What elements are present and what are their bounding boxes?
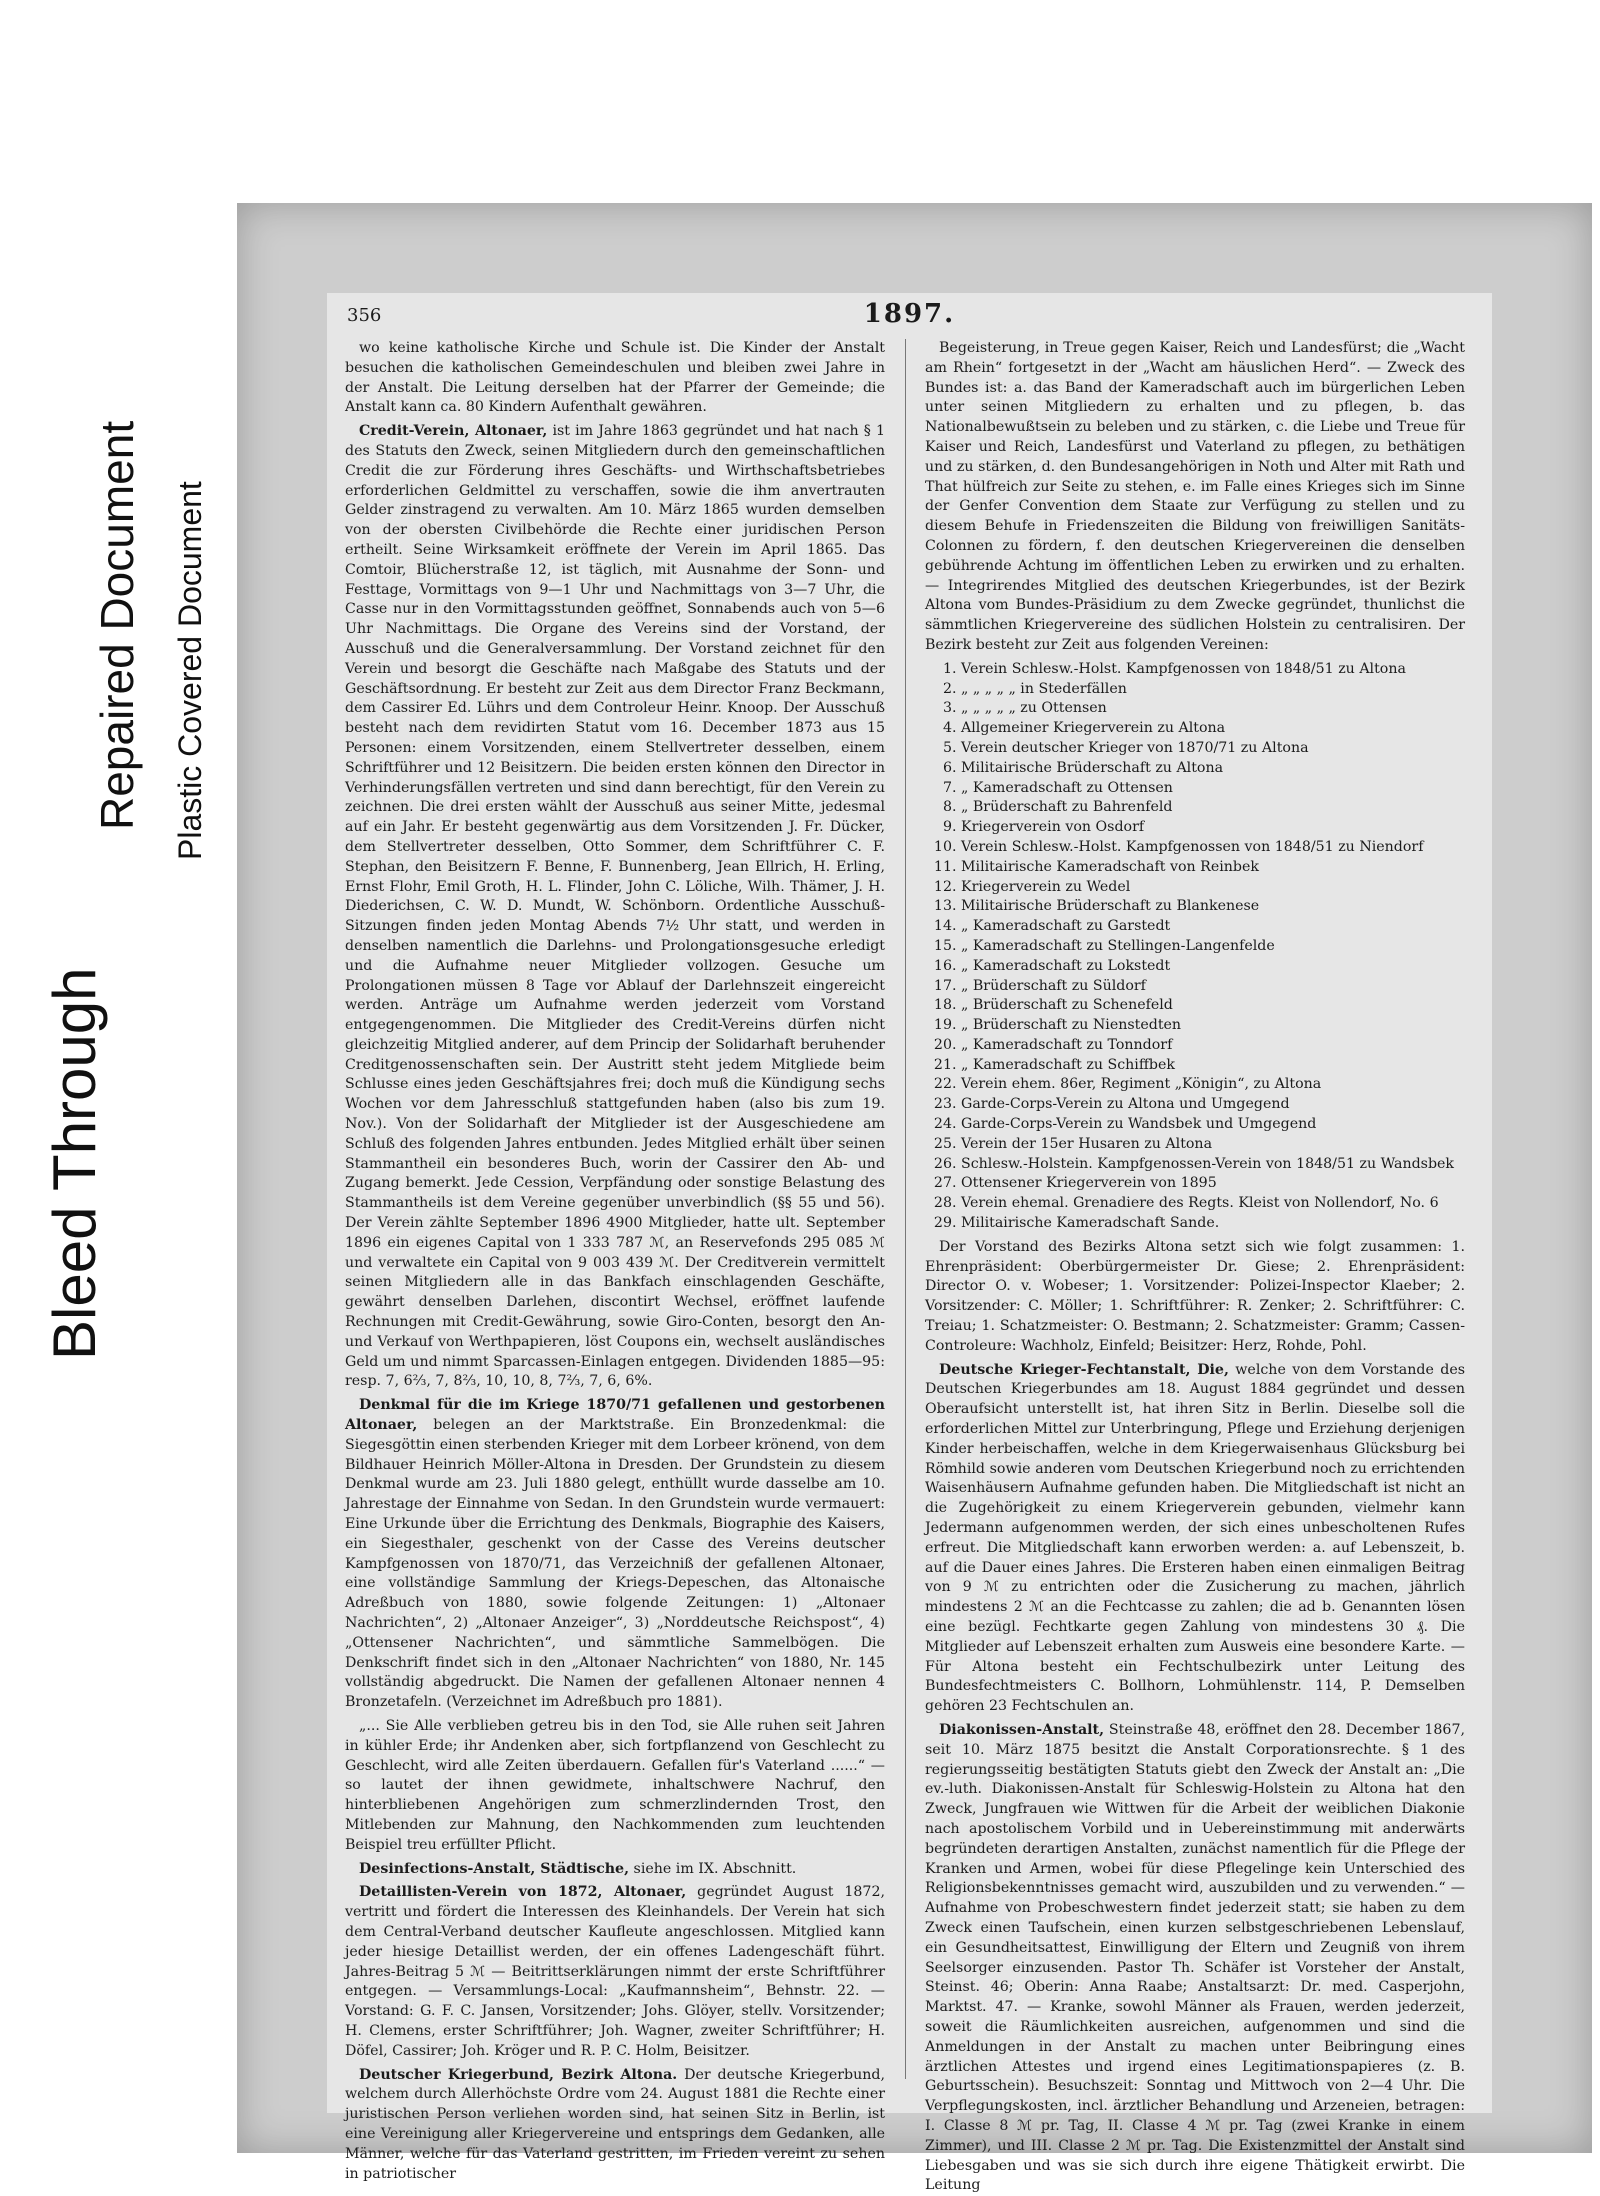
desinfections-entry	[345, 1860, 885, 1880]
fechtanstalt-text: welche von dem Vorstande des Deutschen Kriegerbundes am 18. August 1884 gegründet und dessen Oberaufsicht unterstellt ist, hat ihren Sitz in Berlin. Dieselbe soll die erforderlichen Mittel zur Unterbringung, Pflege und Erziehung derjenigen Kinder herbeischaffen, welche in dem Kriegerwaisenhaus Glücksburg bei Römhild sowie anderen vom Deutschen Kriegerbund noch zu errichtenden Waisenhäusern Aufnahme gefunden haben. Die Mitgliedschaft ist nicht an die Zugehörigkeit zu einem Kriegerverein gebunden, vielmehr kann Jedermann aufgenommen werden, der sich eines unbescholtenen Rufes erfreut. Die Mitgliedschaft kann erworben werden: a. auf Lebenszeit, b. auf die Dauer eines Jahres. Die Ersteren haben einen einmaligen Beitrag von 9 ℳ zu entrichten oder die Zusicherung zu machen, jährlich mindestens 2 ℳ an die Fechtcasse zu zahlen; die ad b. Genannten lösen eine bezügl. Fechtkarte gegen Zahlung von mindestens 30 ₰. Die Mitglieder auf Lebenszeit erhalten zum Ausweis eine besondere Karte. — Für Altona besteht ein Fechtschulbezirk unter Leitung des Bundesfechtmeisters C. Bollhorn, Lohmühlenstr. 114, P. Demselben gehören 23 Fechtschulen an.	[925, 1361, 1465, 1715]
list-item: 25. Verein der 15er Husaren zu Altona	[961, 1135, 1465, 1155]
list-item: 28. Verein ehemal. Grenadiere des Regts. Kleist von Nollendorf, No. 6	[961, 1194, 1465, 1214]
detaillisten-text: gegründet August 1872, vertritt und fördert die Interessen des Kleinhandels. Der Verein hat sich dem Central-Verband deutscher Kaufleute angeschlossen. Mitglied kann jeder hiesige Detaillist werden, der ein offenes Ladengeschäft führt. Jahres-Beitrag 5 ℳ — Beitrittserklärungen nimmt der erste Schriftführer entgegen. — Versammlungs-Local: „Kaufmannsheim“, Behnstr. 22. — Vorstand: G. F. C. Jansen, Vorsitzender; Johs. Glöyer, stellv. Vorsitzender; H. Clemens, erster Schriftführer; Joh. Wagner, zweiter Schriftführer; H. Döfel, Cassirer; Joh. Kröger und R. P. C. Holm, Beisitzer.	[345, 1884, 885, 2059]
desinfections-text: siehe im IX. Abschnitt.	[633, 1860, 797, 1877]
list-item: 6. Militairische Brüderschaft zu Altona	[961, 759, 1465, 779]
left-column	[345, 339, 886, 2182]
list-item: 21. „ Kameradschaft zu Schiffbek	[961, 1056, 1465, 1076]
list-item: 17. „ Brüderschaft zu Süldorf	[961, 977, 1465, 997]
denkmal-text-1: belegen an der Marktstraße. Ein Bronzedenkmal: die Siegesgöttin einen sterbenden Krieger mit dem Lorbeer krönend, von dem Bildhauer Heinrich Möller-Altona in Dresden. Der Grundstein zu diesem Denkmal wurde am 23. Juli 1880 gelegt, enthüllt wurde dasselbe am 10. Jahrestage der Einnahme von Sedan. In den Grundstein wurde vermauert: Eine Urkunde über die Errichtung des Denkmals, Biographie des Kaisers, ein Siegesthaler, geschenkt von der Casse des Vereins deutscher Kampfgenossen von 1870/71, das Verzeichniß der gefallenen Altonaer, eine vollständige Sammlung der Kriegs-Depeschen, das Altonaische Adreßbuch von 1880, sowie folgende Zeitungen: 1) „Altonaer Nachrichten“, 2) „Altonaer Anzeiger“, 3) „Norddeutsche Reichspost“, 4) „Ottensener Nachrichten“, und sämmtliche Sammelbögen. Die Denkschrift findet sich in den „Altonaer Nachrichten“ von 1880, Nr. 145 vollständig abgedruckt. Die Namen der gefallenen Altonaer nennen 4 Bronzetafeln. (Verzeichnet im Adreßbuch pro 1881).	[345, 1417, 886, 1711]
denkmal-entry	[345, 1396, 885, 1713]
vereine-list	[925, 660, 1465, 1234]
list-item: 4. Allgemeiner Kriegerverein zu Altona	[961, 719, 1465, 739]
repaired-document-label: Repaired Document	[91, 420, 143, 830]
page-number: 356	[347, 305, 382, 326]
detaillisten-entry	[345, 1883, 885, 2061]
right-column	[925, 339, 1465, 2194]
scanned-page	[237, 203, 1592, 2194]
list-item: 16. „ Kameradschaft zu Lokstedt	[961, 957, 1465, 977]
credit-verein-text-2: Der Ausschuß besteht nach dem revidirten Statut vom 16. December 1873 aus 15 Personen: einem Vorsitzenden, einem Stellvertreter desselben, einem Schriftführer und 12 Beisitzern. Die beiden ersten können den Director in Verhinderungsfällen vertreten und sind dann berechtigt, für den Verein zu zeichnen. Die drei ersten wählt der Ausschuß aus seiner Mitte, jedesmal auf ein Jahr. Er besteht gegenwärtig aus dem Vorsitzenden J. Fr. Dücker, dem Stellvertreter desselben, Otto Sommer, dem Schriftführer C. F. Stephan, den Beisitzern F. Benne, F. Bunnenberg, Jean Ellrich, H. Erling, Ernst Flohr, Emil Groth, H. L. Flinder, John C. Löliche, Wilh. Thämer, J. H. Diederichsen, C. W. D. Mundt, W. Schönborn. Ordentliche Ausschuß-Sitzungen finden jeden Montag Abends 7½ Uhr statt, und werden in denselben namentlich die Darlehns- und Prolongationsgesuche erledigt und die Aufnahme neuer Mitglieder vollzogen. Gesuche um Prolongationen müssen 8 Tage vor Ablauf der Darlehnszeit eingereicht werden. Anträge um Aufnahme werden jederzeit vom Vorstand entgegengenommen. Die Mitglieder des Credit-Vereins dürfen nicht gleichzeitig Mitglied anderer, auf dem Princip der Solidarhaft beruhender Creditgenossenschaften sein. Der Austritt steht jedem Mitgliede beim Schlusse eines jeden Geschäftsjahres frei; doch muß die Kündigung sechs Wochen vor dem Jahresschluß stattgefunden haben (also bis zum 19. Nov.). Von der Solidarhaft der Mitglieder ist der Ausgeschiedene am Schluß des folgenden Jahres entbunden. Jedes Mitglied erhält über seinen Stammantheil ein besonderes Buch, worin der Cassirer den Ab- und Zugang bemerkt. Jede Cession, Verpfändung oder sonstige Belastung des Stammantheils ist dem Vereine gegenüber unverbindlich (§§ 55 und 56). Der Verein zählte September 1896 4900 Mitglieder, hatte ult. September 1896 ein eigenes Capital von 1 333 787 ℳ, an Reservefonds 295 085 ℳ und verwaltete ein Capital von 9 003 439 ℳ. Der Creditverein vermittelt seinen Mitgliedern alle in das Bankfach einschlagenden Geschäfte, gewährt denselben Darlehen, discontirt Wechsel, eröffnet laufende Rechnungen mit Credit-Gewährung, sowie Giro-Conten, besorgt den An- und Verkauf von Werthpapieren, löst Coupons ein, wechselt ausländisches Geld um und nimmt Sparcassen-Einlagen entgegen. Dividenden 1885—95: resp. 7, 6⅔, 7, 8⅔, 10, 10, 8, 7⅔, 7, 6, 6%.	[345, 700, 885, 1390]
list-item: 15. „ Kameradschaft zu Stellingen-Langenfelde	[961, 937, 1465, 957]
fechtanstalt-heading: Deutsche Krieger-Fechtanstalt, Die,	[939, 1361, 1229, 1378]
list-item: 3. „ „ „ „ „ zu Ottensen	[961, 699, 1465, 719]
denkmal-quote: „... Sie Alle verblieben getreu bis in den Tod, sie Alle ruhen seit Jahren in kühler Erde; ihr Andenken aber, sich fortpflanzend von Geschlecht zu Geschlecht, wird alle Zeiten überdauern. Gefallen für's Vaterland ......“ — so lautet der ihnen gewidmete, inhaltschwere Nachruf, den hinterbliebenen Angehörigen zum schmerzlindernden Trost, den Mitlebenden zur Mahnung, den Nachkommenden zum leuchtenden Beispiel treu erfüllter Pflicht.	[345, 1717, 885, 1853]
list-item: 20. „ Kameradschaft zu Tonndorf	[961, 1036, 1465, 1056]
credit-verein-entry	[345, 422, 885, 1392]
list-item: 8. „ Brüderschaft zu Bahrenfeld	[961, 798, 1465, 818]
credit-verein-text-1: ist im Jahre 1863 gegründet und hat nach § 1 des Statuts den Zweck, seinen Mitgliedern durch den gemeinschaftlichen Credit die zur Förderung ihres Geschäfts- und Wirthschaftsbetriebes erforderlichen Geldmittel zu verschaffen, sowie die ihm anvertrauten Gelder zinstragend zu verwalten. Am 10. März 1865 wurden demselben von der obersten Civilbehörde die Rechte einer juridischen Person ertheilt. Seine Wirksamkeit eröffnete der Verein im April 1865. Das Comtoir, Blücherstraße 12, ist täglich, mit Ausnahme der Sonn- und Festtage, Vormittags von 9—1 Uhr und Nachmittags von 3—7 Uhr, die Casse nur in den Vormittagsstunden geöffnet, Sonnabends auch von 5—6 Uhr Nachmittags. Die Organe des Vereins sind der Vorstand, der Ausschuß und die Generalversammlung. Der Vorstand zeichnet für den Verein und besorgt die Geschäfte nach Maßgabe des Statuts und der Geschäftsordnung. Er besteht zur Zeit aus dem Director Franz Beckmann, dem Cassirer Ed. Lührs und dem Controleur Heinr. Knoop.	[345, 423, 886, 717]
list-item: 5. Verein deutscher Krieger von 1870/71 zu Altona	[961, 739, 1465, 759]
list-item: 22. Verein ehem. 86er, Regiment „Königin“, zu Altona	[961, 1075, 1465, 1095]
list-item: 19. „ Brüderschaft zu Nienstedten	[961, 1016, 1465, 1036]
diakonissen-text: Steinstraße 48, eröffnet den 28. December 1867, seit 10. März 1875 besitzt die Anstalt Corporationsrechte. § 1 des regierungsseitig bestätigten Statuts giebt den Zweck der Anstalt an: „Die ev.-luth. Diakonissen-Anstalt für Schleswig-Holstein zu Altona hat den Zweck, Jungfrauen wie Wittwen für die Arbeit der weiblichen Diakonie nach apostolischem Vorbild und in Uebereinstimmung mit anderwärts begründeten derartigen Anstalten, zunächst namentlich für die Pflege der Kranken und Armen, wobei für diese Pflegelinge kein Unterschied des Religionsbekenntnisses gemacht wird, auszubilden und zu verwenden.“ — Aufnahme von Probeschwestern findet jederzeit statt; sie haben zu dem Zweck einen Taufschein, einen kurzen selbstgeschriebenen Lebenslauf, ein Gesundheitsattest, Einwilligung der Eltern und Zeugniß von ihrem Seelsorger einzusenden. Pastor Th. Schäfer ist Vorsteher der Anstalt, Steinst. 46; Oberin: Anna Raabe; Anstaltsarzt: Dr. med. Casperjohn, Marktst. 47. — Kranke, sowohl Männer als Frauen, werden jederzeit, soweit die Räumlichkeiten ausreichen, aufgenommen und sind die Anmeldungen in der Anstalt zu machen unter Beibringung eines ärztlichen Attestes und irgend eines Legitimationspapieres (z. B. Geburtsschein). Besuchszeit: Sonntag und Mittwoch von 2—4 Uhr. Die Verpflegungskosten, incl. ärztlicher Behandlung und Arzeneien, betragen: I. Classe 8 ℳ pr. Tag, II. Classe 4 ℳ pr. Tag (zwei Kranke in einem Zimmer), und III. Classe 2 ℳ pr. Tag. Die Existenzmittel der Anstalt sind Liebesgaben und was sie sich durch ihre eigene Thätigkeit erwirbt. Die Leitung	[925, 1721, 1465, 2194]
list-item: 27. Ottensener Kriegerverein von 1895	[961, 1174, 1465, 1194]
list-item: 10. Verein Schlesw.-Holst. Kampfgenossen von 1848/51 zu Niendorf	[961, 838, 1465, 858]
list-item: 23. Garde-Corps-Verein zu Altona und Umgegend	[961, 1095, 1465, 1115]
list-item: 24. Garde-Corps-Verein zu Wandsbek und Umgegend	[961, 1115, 1465, 1135]
credit-verein-heading: Credit-Verein, Altonaer,	[359, 423, 548, 440]
diakonissen-heading: Diakonissen-Anstalt,	[939, 1721, 1105, 1738]
list-item: 12. Kriegerverein zu Wedel	[961, 878, 1465, 898]
denkmal-heading: Denkmal für die im Kriege 1870/71 gefallenen und gestorbenen Altonaer,	[345, 1397, 885, 1434]
kriegerbund-continuation: Begeisterung, in Treue gegen Kaiser, Reich und Landesfürst; die „Wacht am Rhein“ fortgesetzt in der „Wacht am häuslichen Herd“. — Zweck des Bundes ist: a. das Band der Kameradschaft auch im bürgerlichen Leben unter seinen Mitgliedern zu erhalten und zu pflegen, b. das Nationalbewußtsein zu beleben und zu stärken, c. die Liebe und Treue für Kaiser und Reich, Landesfürst und Vaterland zu pflegen, zu bethätigen und zu stärken, d. den Bundesangehörigen in Noth und Alter mit Rath und That hülfreich zur Seite zu stehen, e. im Falle eines Krieges sich im Sinne der Genfer Convention dem Staate zur Verfügung zu stellen und zu diesem Behufe in Friedenszeiten die Bildung von freiwilligen Sanitäts-Colonnen zu fördern, f. den deutschen Kriegervereinen die denselben gebührende Achtung im öffentlichen Leben zu erwirken und zu erhalten. — Integrirendes Mitglied des deutschen Kriegerbundes, ist der Bezirk Altona vom Bundes-Präsidium zu dem Zwecke gegründet, thunlichst die sämmtlichen Kriegervereine des südlichen Holstein zu centralisiren. Der Bezirk besteht zur Zeit aus folgenden Vereinen:	[925, 340, 1465, 653]
fechtanstalt-entry	[925, 1361, 1465, 1717]
page-paper	[327, 293, 1492, 2194]
kriegerbund-entry	[345, 2066, 885, 2185]
list-item: 7. „ Kameradschaft zu Ottensen	[961, 779, 1465, 799]
list-item: 11. Militairische Kameradschaft von Reinbek	[961, 858, 1465, 878]
bleed-through-label: Bleed Through	[41, 967, 108, 1360]
list-item: 1. Verein Schlesw.-Holst. Kampfgenossen von 1848/51 zu Altona	[961, 660, 1465, 680]
list-item: 18. „ Brüderschaft zu Schenefeld	[961, 996, 1465, 1016]
vorstand-paragraph: Der Vorstand des Bezirks Altona setzt sich wie folgt zusammen: 1. Ehrenpräsident: Oberbürgermeister Dr. Giese; 2. Ehrenpräsident: Director O. v. Wobeser; 1. Vorsitzender: Polizei-Inspector Klaeber; 2. Vorsitzender: C. Möller; 1. Schriftführer: R. Zenker; 2. Schriftführer: C. Treiau; 1. Schatzmeister: O. Bestmann; 2. Schatzmeister: Gramm; Cassen-Controleure: Wachholz, Einfeld; Beisitzer: Herz, Rohde, Pohl.	[925, 1238, 1465, 1354]
column-divider	[905, 339, 906, 2079]
kriegerbund-text: Der deutsche Kriegerbund, welchem durch Allerhöchste Ordre vom 24. August 1881 die Rechte einer juristischen Person verliehen worden sind, hat seinen Sitz in Berlin, ist eine Vereinigung aller Kriegervereine und entsprings dem Gedanken, alle Männer, welche für das Vaterland gestritten, im Frieden vereint zu sehen in patriotischer	[345, 2066, 885, 2182]
list-item: 29. Militairische Kameradschaft Sande.	[961, 1214, 1465, 1234]
list-item: 13. Militairische Brüderschaft zu Blankenese	[961, 897, 1465, 917]
list-item: 2. „ „ „ „ „ in Stederfällen	[961, 680, 1465, 700]
detaillisten-heading: Detaillisten-Verein von 1872, Altonaer,	[359, 1884, 687, 1901]
list-item: 9. Kriegerverein von Osdorf	[961, 818, 1465, 838]
kriegerbund-heading: Deutscher Kriegerbund, Bezirk Altona.	[359, 2066, 678, 2083]
desinfections-heading: Desinfections-Anstalt, Städtische,	[359, 1860, 630, 1877]
side-labels	[30, 330, 220, 1390]
list-item: 14. „ Kameradschaft zu Garstedt	[961, 917, 1465, 937]
plastic-covered-label: Plastic Covered Document	[172, 481, 208, 860]
diakonissen-entry	[925, 1721, 1465, 2196]
intro-paragraph: wo keine katholische Kirche und Schule ist. Die Kinder der Anstalt besuchen die katholischen Gemeindeschulen und bleiben zwei Jahre in der Anstalt. Die Leitung derselben hat der Pfarrer der Gemeinde; die Anstalt kann ca. 80 Kindern Aufenthalt gewähren.	[345, 340, 885, 416]
list-item: 26. Schlesw.-Holstein. Kampfgenossen-Verein von 1848/51 zu Wandsbek	[961, 1155, 1465, 1175]
page-year: 1897.	[863, 299, 956, 329]
